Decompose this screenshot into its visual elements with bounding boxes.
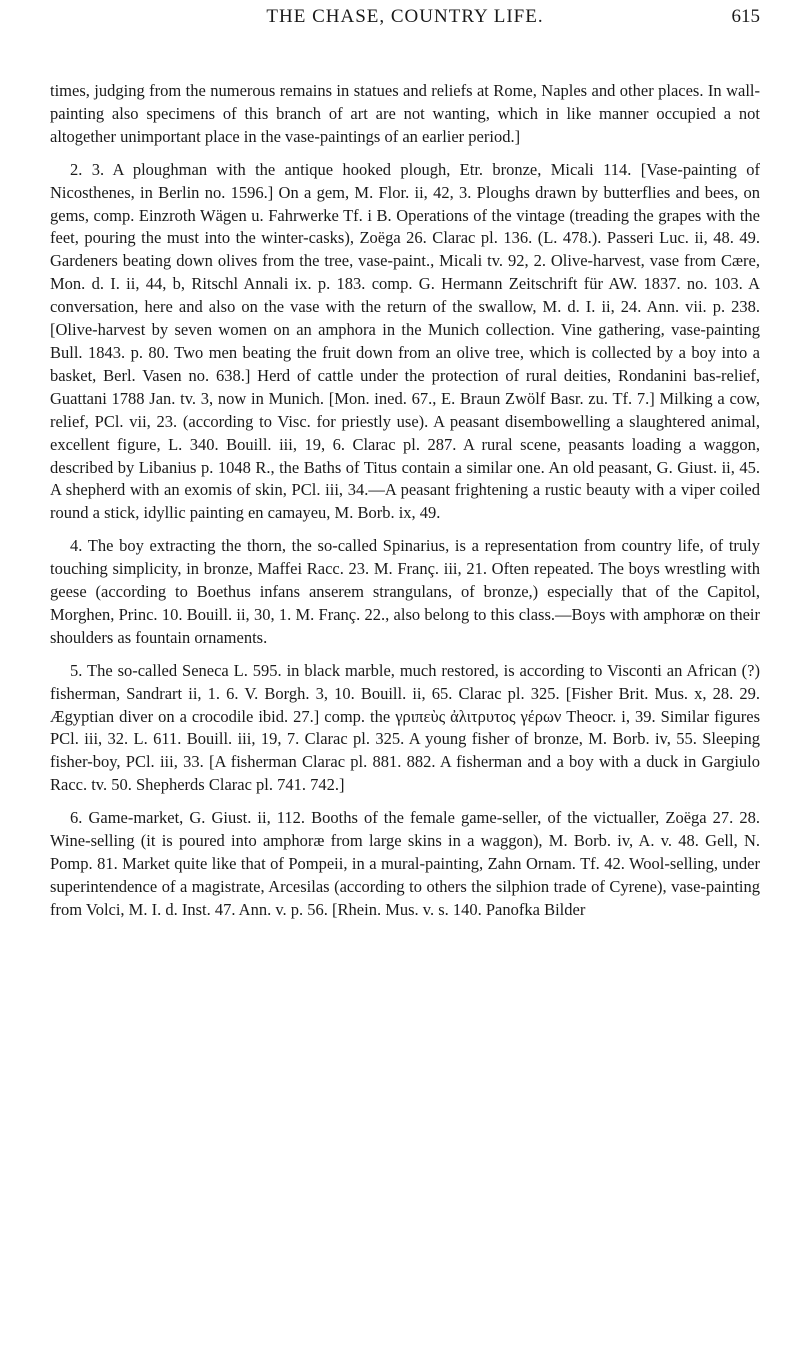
running-head-title: THE CHASE, COUNTRY LIFE. — [266, 6, 544, 27]
running-head — [50, 0, 760, 52]
paragraph-5: 5. The so-called Seneca L. 595. in black marble, much restored, is according to Visconti an African (?) fisherman, Sandrart ii, 1. 6. V. Borgh. 3, 10. Bouill. ii, 65. Clarac pl. 325. [Fisher Brit. Mus. x, 28. 29. Ægyptian diver on a crocodile ibid. 27.] comp. the γριπεὺς ἀλιτρυτος γέρων Theocr. i, 39. Similar figures PCl. iii, 32. L. 611. Bouill. iii, 19, 7. Clarac pl. 325. A young fisher of bronze, M. Borb. iv, 55. Sleeping fisher-boy, PCl. iii, 33. [A fisherman Clarac pl. 881. 882. A fisherman and a boy with a duck in Gargiulo Racc. tv. 50. Shepherds Clarac pl. 741. 742.] — [50, 660, 760, 795]
paragraph-6: 6. Game-market, G. Giust. ii, 112. Booths of the female game-seller, of the victualler, Zoëga 27. 28. Wine-selling (it is poured into amphoræ from large skins in a waggon), M. Borb. iv, A. v. 48. Gell, N. Pomp. 81. Market quite like that of Pompeii, in a mural-painting, Zahn Ornam. Tf. 42. Wool-selling, under superintendence of a magistrate, Arcesilas (according to others the silphion trade of Cyrene), vase-painting from Volci, M. I. d. Inst. 47. Ann. v. p. 56. [Rhein. Mus. v. s. 140. Panofka Bilder — [50, 808, 760, 919]
paragraph-2-3: 2. 3. A ploughman with the antique hooked plough, Etr. bronze, Micali 114. [Vase-painting of Nicosthenes, in Berlin no. 1596.] On a gem, M. Flor. ii, 42, 3. Ploughs drawn by butterflies and bees, on gems, comp. Einzroth Wägen u. Fahrwerke Tf. i B. Operations of the vintage (treading the grapes with the feet, pouring the must into the winter-casks), Zoëga 26. Clarac pl. 136. (L. 478.). Passeri Luc. ii, 48. 49. Gardeners beating down olives from the tree, vase-paint., Micali tv. 92, 2. Olive-harvest, vase from Cære, Mon. d. I. ii, 44, b, Ritschl Annali ix. p. 183. comp. G. Hermann Zeitschrift für AW. 1837. no. 103. A conversation, here and also on the vase with the return of the swallow, M. d. I. ii, 24. Ann. vii. p. 238. [Olive-harvest by seven women on an amphora in the Munich collection. Vine gathering, vase-painting Bull. 1843. p. 80. Two men beating the fruit down from an olive tree, which is collected by a boy into a basket, Berl. Vasen no. 638.] Herd of cattle under the protection of rural deities, Rondanini bas-relief, Guattani 1788 Jan. tv. 3, now in Munich. [Mon. ined. 67., E. Braun Zwölf Basr. zu. Tf. 7.] Milking a cow, relief, PCl. vii, 23. (according to Visc. for priestly use). A peasant disembowelling a slaughtered animal, excellent figure, L. 340. Bouill. iii, 19, 6. Clarac pl. 287. A rural scene, peasants loading a waggon, described by Libanius p. 1048 R., the Baths of Titus contain a similar one. An old peasant, G. Giust. ii, 45. A shepherd with an exomis of skin, PCl. iii, 34.—A peasant frightening a rustic beauty with a viper coiled round a stick, idyllic painting en camayeu, M. Borb. ix, 49. — [50, 159, 760, 523]
paragraph-4: 4. The boy extracting the thorn, the so-called Spinarius, is a representation from country life, of truly touching simplicity, in bronze, Maffei Racc. 23. M. Franç. iii, 21. Often repeated. The boys wrestling with geese (according to Boethus infans anserem strangulans, of bronze,) especially that of the Capitol, Morghen, Princ. 10. Bouill. ii, 30, 1. M. Franç. 22., also belong to this class.—Boys with amphoræ on their shoulders as fountain ornaments. — [50, 536, 760, 647]
body-text — [50, 80, 760, 922]
paragraph-continuation: times, judging from the numerous remains in statues and reliefs at Rome, Naples and other places. In wall-painting also specimens of this branch of art are not wanting, which in like manner occupied a not altogether unimportant place in the vase-paintings of an earlier period.] — [50, 81, 760, 146]
page-number: 615 — [731, 6, 760, 27]
